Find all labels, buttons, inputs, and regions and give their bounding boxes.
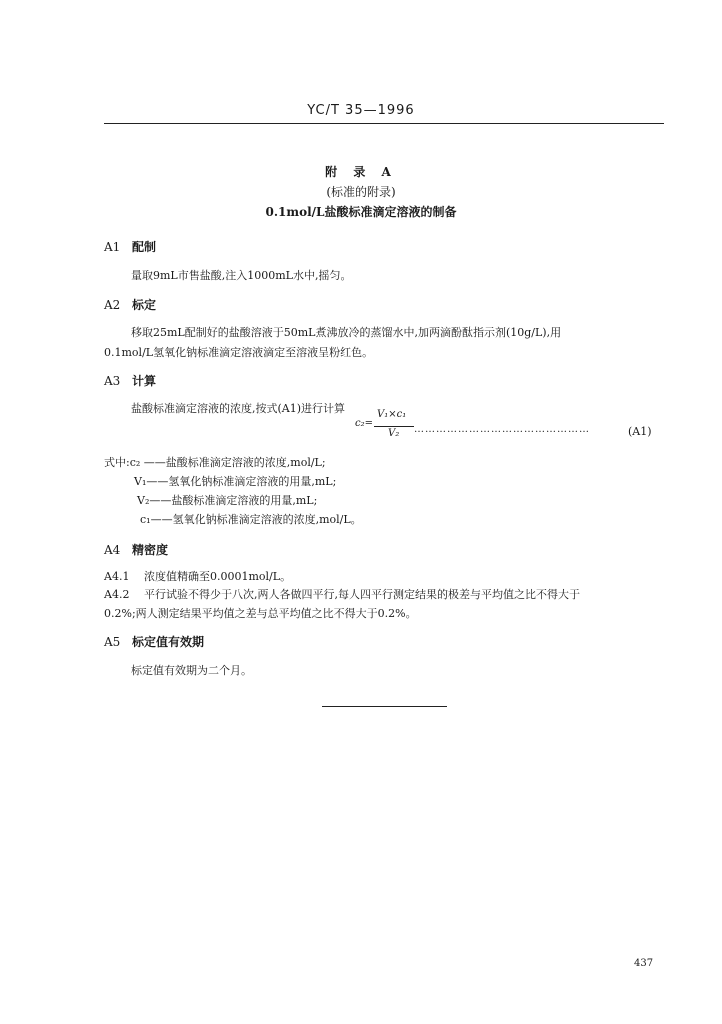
formula-denominator: V₂ xyxy=(388,428,400,439)
section-number: A2 xyxy=(104,298,121,312)
section-title: 标定 xyxy=(132,298,157,312)
precision-a4-1 xyxy=(104,568,291,584)
precision-a4-2-line1 xyxy=(104,586,580,602)
section-a1-heading xyxy=(104,238,156,255)
section-number: A5 xyxy=(104,635,121,649)
section-a2-heading xyxy=(104,296,156,313)
annex-title: 附 录 A xyxy=(325,165,397,179)
section-a2-text-line2: 0.1mol/L氢氧化钠标准滴定溶液滴定至溶液呈粉红色。 xyxy=(104,346,374,359)
section-title: 标定值有效期 xyxy=(132,635,205,649)
section-title: 精密度 xyxy=(132,543,169,557)
section-title: 配制 xyxy=(132,240,157,254)
formula-leaders: ………………………………………… xyxy=(414,424,590,435)
section-number: A1 xyxy=(104,240,121,254)
section-a1-text: 量取9mL市售盐酸,注入1000mL水中,摇匀。 xyxy=(131,269,352,282)
definition-c2: 式中:c₂ ——盐酸标准滴定溶液的浓度,mol/L; xyxy=(104,456,326,469)
annex-name: 0.1mol/L盐酸标准滴定溶液的制备 xyxy=(265,205,457,219)
formula-lhs: c₂= xyxy=(355,418,373,429)
precision-a4-2-line2: 0.2%;两人测定结果平均值之差与总平均值之比不得大于0.2%。 xyxy=(104,607,417,620)
header-rule xyxy=(104,123,664,124)
fraction-bar xyxy=(374,426,414,427)
section-a3-text: 盐酸标准滴定溶液的浓度,按式(A1)进行计算 xyxy=(131,402,346,415)
formula-numerator: V₁×c₁ xyxy=(377,409,407,420)
annex-subtitle: (标准的附录) xyxy=(326,185,396,199)
section-number: A3 xyxy=(104,374,121,388)
section-a5-text: 标定值有效期为二个月。 xyxy=(131,664,252,677)
formula-label: (A1) xyxy=(628,425,652,438)
clause-text: 平行试验不得少于八次,两人各做四平行,每人四平行测定结果的极差与平均值之比不得大于 xyxy=(144,588,580,601)
definition-v1: V₁——氢氧化钠标准滴定溶液的用量,mL; xyxy=(134,475,337,488)
section-a3-heading xyxy=(104,372,156,389)
section-a4-heading xyxy=(104,541,168,558)
section-number: A4 xyxy=(104,543,121,557)
definition-c1: c₁——氢氧化钠标准滴定溶液的浓度,mol/L。 xyxy=(140,513,362,526)
definition-v2: V₂——盐酸标准滴定溶液的用量,mL; xyxy=(137,494,318,507)
page-number: 437 xyxy=(634,958,654,969)
section-a5-heading xyxy=(104,633,204,650)
section-a2-text-line1: 移取25mL配制好的盐酸溶液于50mL煮沸放冷的蒸馏水中,加两滴酚酞指示剂(10g/L),用 xyxy=(131,326,562,339)
clause-number: A4.1 xyxy=(104,570,130,583)
standard-code: YC/T 35—1996 xyxy=(307,103,415,118)
formula-a1 xyxy=(355,409,407,439)
clause-text: 浓度值精确至0.0001mol/L。 xyxy=(144,570,292,583)
end-rule xyxy=(322,706,447,707)
section-title: 计算 xyxy=(132,374,157,388)
clause-number: A4.2 xyxy=(104,588,130,601)
